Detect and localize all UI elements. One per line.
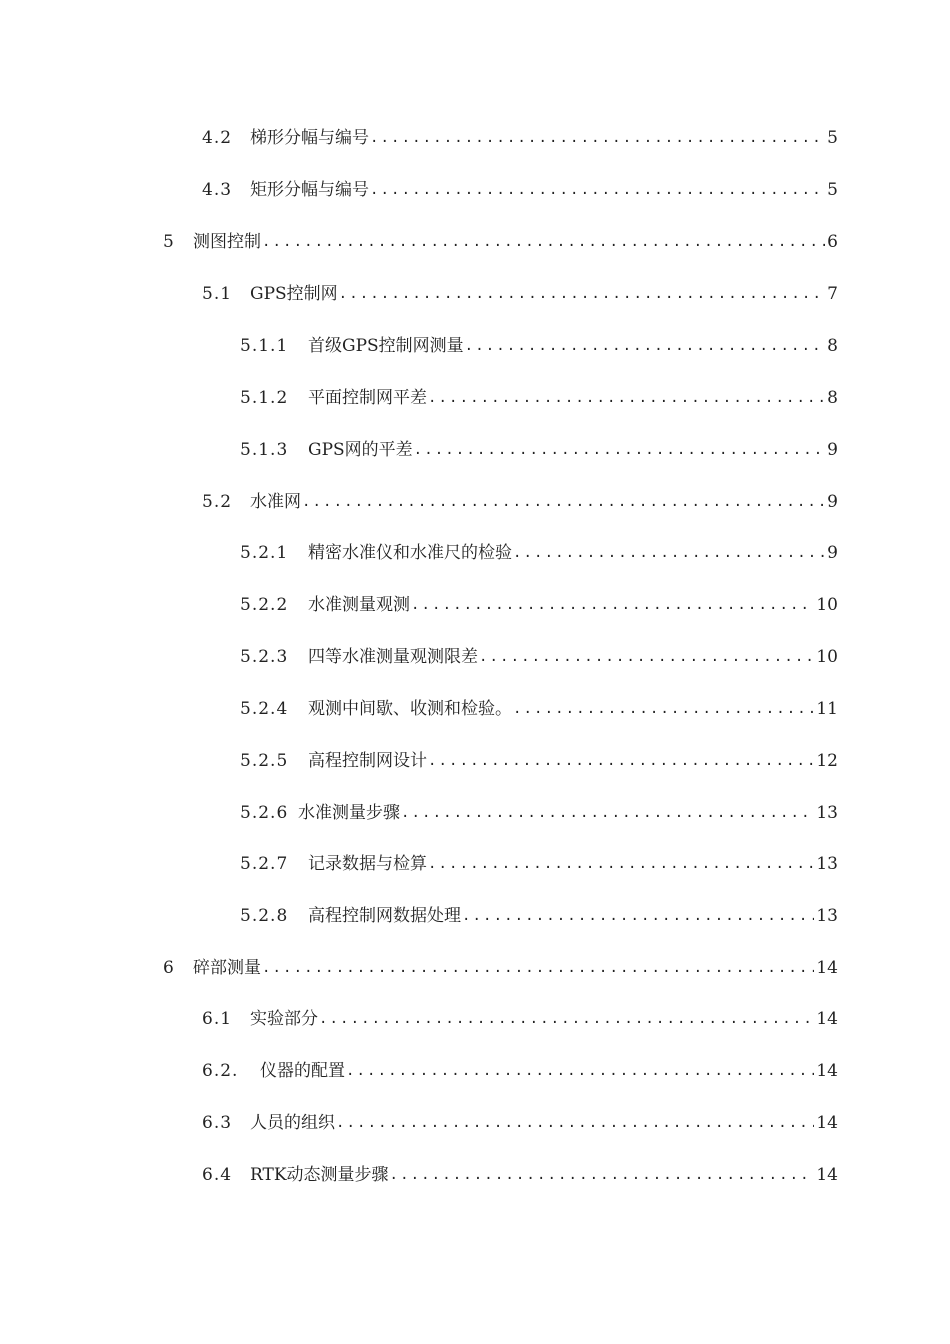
toc-title: 高程控制网设计	[308, 751, 427, 771]
toc-page-number: 10	[816, 647, 838, 667]
toc-leader-dots	[410, 590, 814, 620]
toc-number: 5.2.3	[240, 647, 289, 667]
toc-entry[interactable]	[240, 901, 838, 931]
toc-leader-dots	[461, 901, 814, 931]
toc-title: 平面控制网平差	[308, 388, 427, 408]
toc-number: 6.2.	[202, 1061, 239, 1081]
toc-page-number: 9	[827, 492, 838, 512]
toc-title: 人员的组织	[250, 1113, 335, 1133]
toc-number: 5.2.7	[240, 854, 289, 874]
toc-number: 4.2	[202, 128, 233, 148]
toc-title: 首级GPS控制网测量	[308, 336, 464, 356]
toc-number: 5.2.6	[240, 803, 289, 823]
toc-leader-dots	[261, 953, 814, 983]
toc-page-number: 14	[816, 1165, 838, 1185]
toc-entry[interactable]	[240, 435, 838, 465]
toc-title: GPS控制网	[250, 284, 338, 304]
toc-number: 6	[163, 958, 175, 978]
toc-page-number: 6	[827, 232, 838, 252]
toc-number: 5.1.3	[240, 440, 289, 460]
toc-number: 6.3	[202, 1113, 233, 1133]
toc-entry[interactable]	[202, 175, 838, 205]
toc-entry[interactable]	[240, 538, 838, 568]
toc-leader-dots	[369, 123, 825, 153]
toc-title: 实验部分	[250, 1009, 318, 1029]
toc-title: RTK动态测量步骤	[250, 1165, 389, 1185]
toc-page-number: 8	[827, 336, 838, 356]
toc-page-number: 12	[816, 751, 838, 771]
toc-page-number: 13	[816, 906, 838, 926]
toc-entry[interactable]	[202, 1004, 838, 1034]
toc-entry[interactable]	[202, 487, 838, 517]
toc-leader-dots	[335, 1108, 814, 1138]
toc-title: 精密水准仪和水准尺的检验	[308, 543, 512, 563]
toc-leader-dots	[512, 694, 814, 724]
toc-entry[interactable]	[240, 849, 838, 879]
toc-title: 水准网	[250, 492, 301, 512]
toc-title: 记录数据与检算	[308, 854, 427, 874]
toc-leader-dots	[478, 642, 814, 672]
toc-title: 梯形分幅与编号	[250, 128, 369, 148]
toc-leader-dots	[400, 798, 814, 828]
toc-entry[interactable]	[240, 746, 838, 776]
toc-page-number: 10	[816, 595, 838, 615]
toc-entry[interactable]	[163, 953, 838, 983]
toc-entry[interactable]	[240, 798, 838, 828]
toc-entry[interactable]	[240, 642, 838, 672]
toc-entry[interactable]	[240, 590, 838, 620]
toc-title: 观测中间歇、收测和检验。	[308, 699, 512, 719]
toc-number: 5.2.8	[240, 906, 289, 926]
toc-number: 5.2.4	[240, 699, 289, 719]
toc-number: 6.1	[202, 1009, 233, 1029]
toc-leader-dots	[261, 227, 825, 257]
toc-title: 测图控制	[193, 232, 261, 252]
toc-number: 5	[163, 232, 175, 252]
toc-page-number: 8	[827, 388, 838, 408]
toc-number: 5.2.2	[240, 595, 289, 615]
toc-entry[interactable]	[202, 279, 838, 309]
toc-entry[interactable]	[240, 383, 838, 413]
toc-title: 碎部测量	[193, 958, 261, 978]
toc-leader-dots	[345, 1056, 814, 1086]
toc-page-number: 14	[816, 1113, 838, 1133]
toc-title: 四等水准测量观测限差	[308, 647, 478, 667]
toc-leader-dots	[427, 383, 825, 413]
toc-leader-dots	[338, 279, 826, 309]
toc-page-number: 9	[827, 440, 838, 460]
toc-number: 5.2.1	[240, 543, 289, 563]
toc-entry[interactable]	[202, 1108, 838, 1138]
toc-number: 6.4	[202, 1165, 233, 1185]
toc-page-number: 13	[816, 803, 838, 823]
toc-title: 仪器的配置	[260, 1061, 345, 1081]
toc-number: 5.2.5	[240, 751, 289, 771]
toc-entry[interactable]	[202, 1160, 838, 1190]
toc-number: 5.1.1	[240, 336, 289, 356]
toc-page-number: 13	[816, 854, 838, 874]
toc-leader-dots	[427, 849, 814, 879]
toc-leader-dots	[301, 487, 825, 517]
toc-number: 5.2	[202, 492, 233, 512]
toc-leader-dots	[427, 746, 814, 776]
toc-page-number: 14	[816, 1061, 838, 1081]
toc-page-number: 14	[816, 958, 838, 978]
toc-page-number: 5	[827, 128, 838, 148]
toc-page-number: 9	[827, 543, 838, 563]
toc-title: 矩形分幅与编号	[250, 180, 369, 200]
toc-leader-dots	[464, 331, 826, 361]
toc-number: 4.3	[202, 180, 233, 200]
toc-number: 5.1	[202, 284, 233, 304]
toc-leader-dots	[413, 435, 826, 465]
toc-title: GPS网的平差	[308, 440, 413, 460]
toc-entry[interactable]	[240, 331, 838, 361]
toc-entry[interactable]	[202, 1056, 838, 1086]
toc-entry[interactable]	[163, 227, 838, 257]
toc-leader-dots	[512, 538, 825, 568]
toc-leader-dots	[389, 1160, 815, 1190]
toc-entry[interactable]	[240, 694, 838, 724]
toc-page-number: 14	[816, 1009, 838, 1029]
toc-page-number: 11	[816, 699, 838, 719]
toc-title: 高程控制网数据处理	[308, 906, 461, 926]
toc-title: 水准测量步骤	[298, 803, 400, 823]
toc-leader-dots	[369, 175, 825, 205]
toc-title: 水准测量观测	[308, 595, 410, 615]
toc-leader-dots	[318, 1004, 814, 1034]
toc-page-number: 5	[827, 180, 838, 200]
toc-number: 5.1.2	[240, 388, 289, 408]
toc-page-number: 7	[827, 284, 838, 304]
toc-entry[interactable]	[202, 123, 838, 153]
